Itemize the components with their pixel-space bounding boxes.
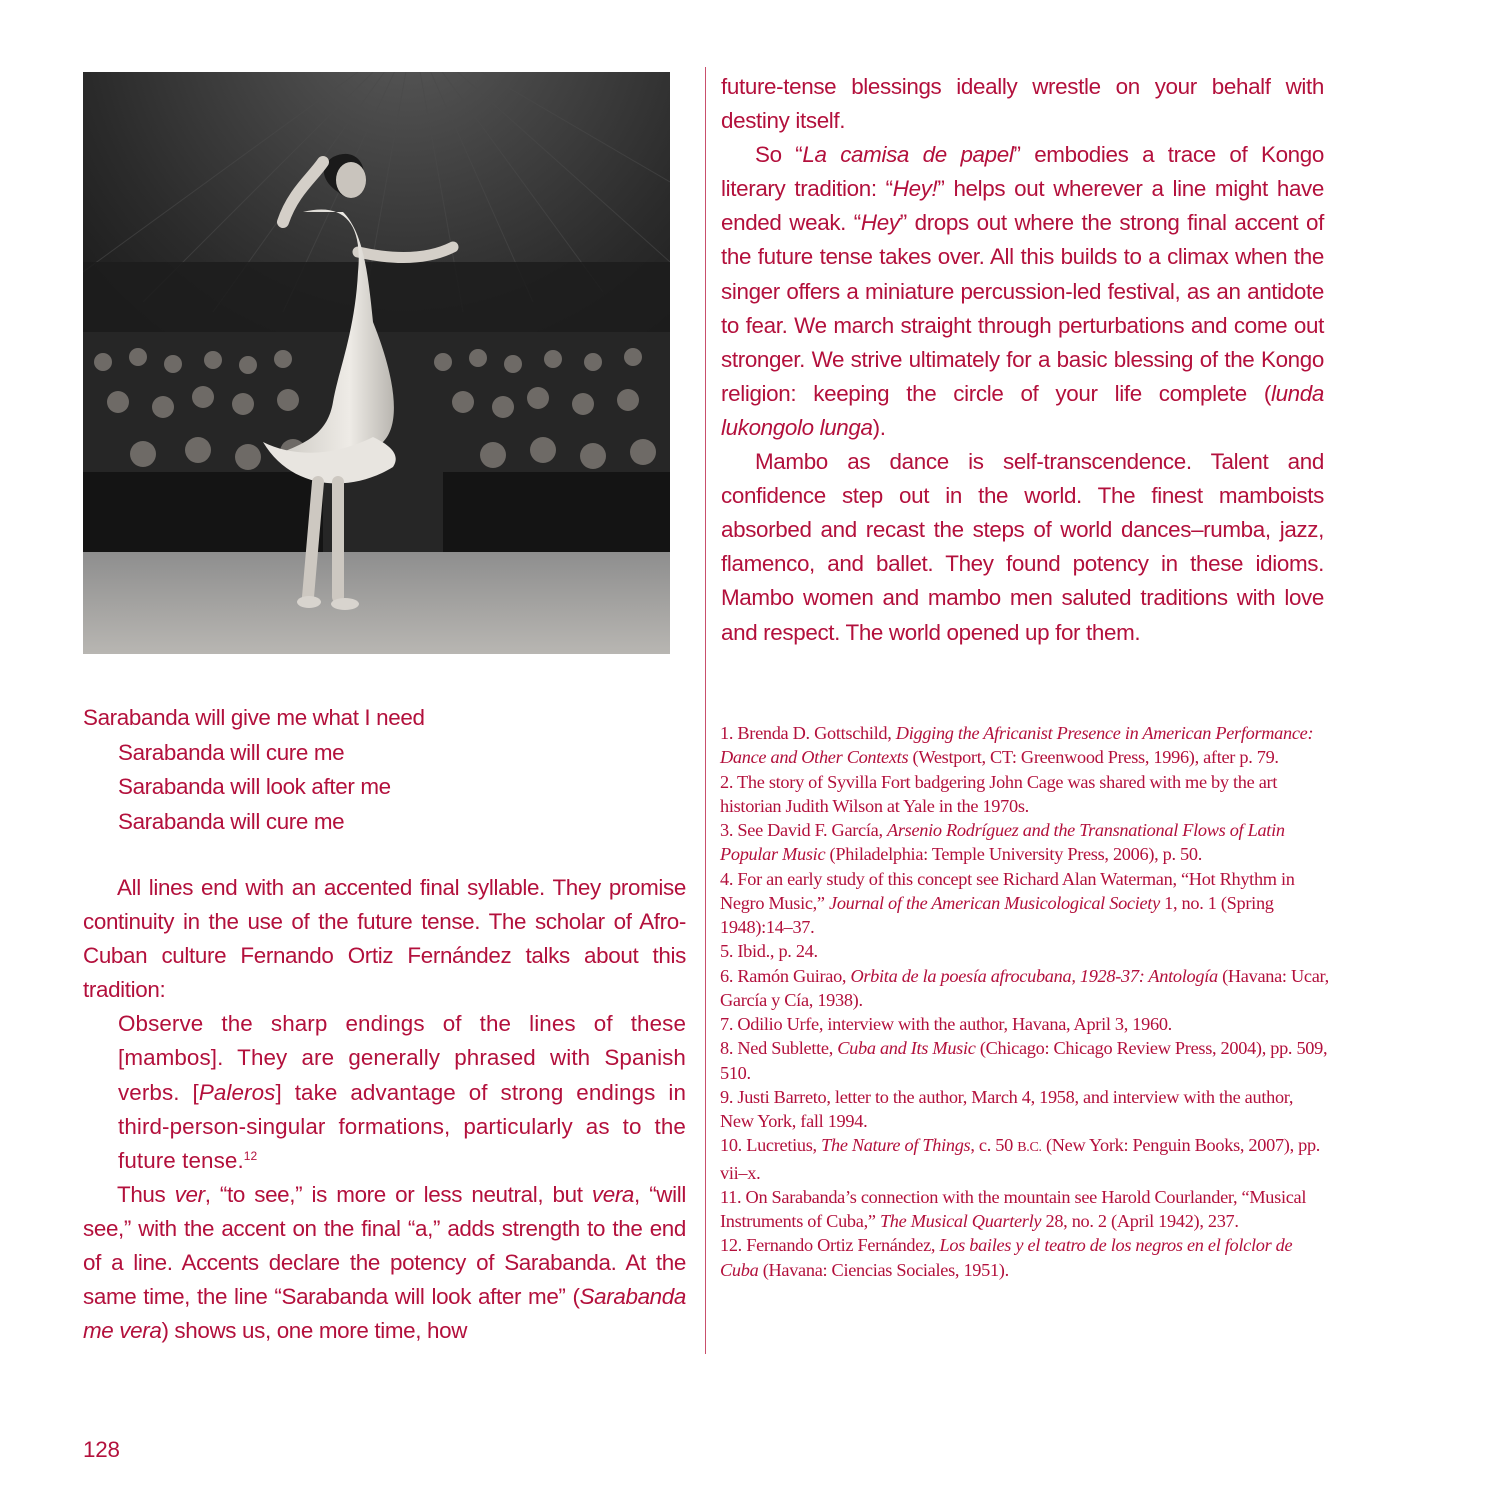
note-text: 11. On Sarabanda’s connection with the mountain see Harold Courlander, “Musical Instruments of Cuba,” (720, 1186, 1307, 1231)
note-text: , c. 50 (970, 1135, 1018, 1156)
verse-line: Sarabanda will cure me (118, 739, 345, 765)
verse-line: Sarabanda will cure me (118, 808, 345, 834)
note-text: 12. Fernando Ortiz Fernández, (720, 1235, 940, 1256)
dancer-photograph (83, 72, 670, 654)
text-run: , “to see,” is more or less neutral, but (204, 1181, 592, 1207)
italic-term: Sarabanda me vera (83, 1284, 686, 1344)
paragraph (83, 1178, 686, 1348)
note-text: 4. For an early study of this concept see Richard Alan Waterman, “Hot Rhythm in Negro Music,” (720, 868, 1295, 913)
note-text: 1, no. 1 (Spring 1948):14–37. (720, 892, 1274, 937)
note-text: (Havana: Ucar, García y Cía, 1938). (720, 965, 1329, 1010)
italic-term: Hey! (892, 176, 938, 202)
note-text: (Westport, CT: Greenwood Press, 1996), after p. 79. (908, 747, 1279, 768)
text-run: Thus (117, 1181, 175, 1207)
note-text: 2. The story of Syvilla Fort badgering John Cage was shared with me by the art historian Judith Wilson at Yale in the 1970s. (720, 771, 1278, 816)
text-run: ) shows us, one more time, how (161, 1318, 468, 1344)
paragraph (721, 138, 1324, 445)
note-title: The Nature of Things (821, 1135, 971, 1156)
text-run: , “will see,” with the accent on the final “a,” adds strength to the end of a line. Accents declare the potency of Sarabanda. At the same time, the line “Sarabanda will look after me” ( (83, 1181, 686, 1310)
footnote (720, 1233, 1330, 1282)
paragraph: future-tense blessings ideally wrestle on your behalf with destiny itself. (721, 74, 1324, 134)
note-text: 7. Odilio Urfe, interview with the author, Havana, April 3, 1960. (720, 1014, 1172, 1034)
note-title: Orbita de la poesía afrocubana, 1928-37: Antología (850, 965, 1218, 986)
footnote (720, 1185, 1330, 1234)
footnote (720, 721, 1330, 770)
text-run: ] take advantage of strong endings in third-person-singular formations, particularly as to the future tense. (118, 1079, 686, 1173)
note-text: 8. Ned Sublette, (720, 1038, 838, 1059)
note-title: Cuba and Its Music (837, 1038, 976, 1059)
note-title: Los bailes y el teatro de los negros en el folclor de Cuba (720, 1235, 1293, 1280)
text-run: ” helps out wherever a line might have ended weak. “ (721, 176, 1324, 236)
footnote (720, 1036, 1330, 1085)
verse-line: Sarabanda will look after me (118, 774, 391, 800)
text-run: Observe the sharp endings of the lines of these [mambos]. They are generally phrased with Spanish verbs. [ (118, 1011, 686, 1105)
italic-term: lunda lukongolo lunga (721, 380, 1324, 440)
note-text: 5. Ibid., p. 24. (720, 941, 818, 962)
footnote (720, 867, 1330, 940)
text-run: ” embodies a trace of Kongo literary tradition: “ (721, 142, 1324, 202)
footnote-reference[interactable]: 12 (243, 1148, 258, 1163)
italic-title: La camisa de papel (802, 142, 1014, 168)
text-run: ” drops out where the strong final accent of the future tense takes over. All this builds to a climax when the singer offers a miniature percussion-led festival, as an antidote to fear. We march straight through perturbations and come out stronger. We strive ultimately for a basic blessing of the Kongo religion: keeping the circle of your life complete ( (721, 210, 1324, 406)
dance-floor (83, 552, 670, 654)
verse-block (83, 701, 686, 839)
note-text: 28, no. 2 (April 1942), 237. (1041, 1211, 1239, 1231)
block-quote (83, 1007, 686, 1177)
footnote (720, 770, 1330, 819)
footnote (720, 1012, 1330, 1036)
right-column-body (721, 70, 1324, 650)
italic-term: Hey (860, 210, 900, 236)
page-number: 128 (83, 1437, 120, 1462)
footnotes (720, 721, 1330, 1282)
text-run: ). (872, 414, 886, 440)
italic-term: vera (591, 1181, 635, 1207)
text-run: So “ (755, 142, 803, 168)
note-text: (Chicago: Chicago Review Press, 2004), pp. 509, 510. (720, 1038, 1328, 1083)
italic-term: Paleros (198, 1079, 276, 1105)
note-text: (New York: Penguin Books, 2007), pp. vii–x. (720, 1135, 1321, 1183)
footnote (720, 1085, 1330, 1134)
note-text: 6. Ramón Guirao, (720, 965, 851, 986)
footnote (720, 1133, 1330, 1185)
note-text: 10. Lucretius, (720, 1135, 822, 1156)
note-title: Digging the Africanist Presence in American Performance: Dance and Other Contexts (720, 723, 1314, 768)
column-divider (705, 67, 706, 1354)
note-title: Journal of the American Musicological Society (829, 892, 1160, 913)
italic-term: ver (174, 1181, 205, 1207)
note-text: (Philadelphia: Temple University Press, 2006), p. 50. (825, 844, 1202, 865)
note-title: Arsenio Rodríguez and the Transnational Flows of Latin Popular Music (720, 820, 1285, 865)
paragraph: All lines end with an accented final syllable. They promise continuity in the use of the future tense. The scholar of Afro-Cuban culture Fernando Ortiz Fernández talks about this tradition: (83, 875, 686, 1003)
left-column-body (83, 871, 686, 1348)
verse-line: Sarabanda will give me what I need (83, 705, 425, 730)
note-smallcaps: B.C. (1017, 1140, 1042, 1156)
note-text: 1. Brenda D. Gottschild, (720, 723, 896, 743)
note-text: (Havana: Ciencias Sociales, 1951). (758, 1259, 1009, 1280)
footnote (720, 964, 1330, 1013)
footnote (720, 818, 1330, 867)
footnote (720, 939, 1330, 963)
note-text: 9. Justi Barreto, letter to the author, March 4, 1958, and interview with the author, New York, fall 1994. (720, 1086, 1294, 1131)
photo-illustration (83, 72, 670, 654)
paragraph: Mambo as dance is self-transcendence. Talent and confidence step out in the world. The finest mamboists absorbed and recast the steps of world dances–rumba, jazz, flamenco, and ballet. They found potency in these idioms. Mambo women and mambo men saluted traditions with love and respect. The world opened up for them. (721, 449, 1324, 645)
note-title: The Musical Quarterly (879, 1211, 1042, 1231)
note-text: 3. See David F. García, (720, 820, 887, 840)
